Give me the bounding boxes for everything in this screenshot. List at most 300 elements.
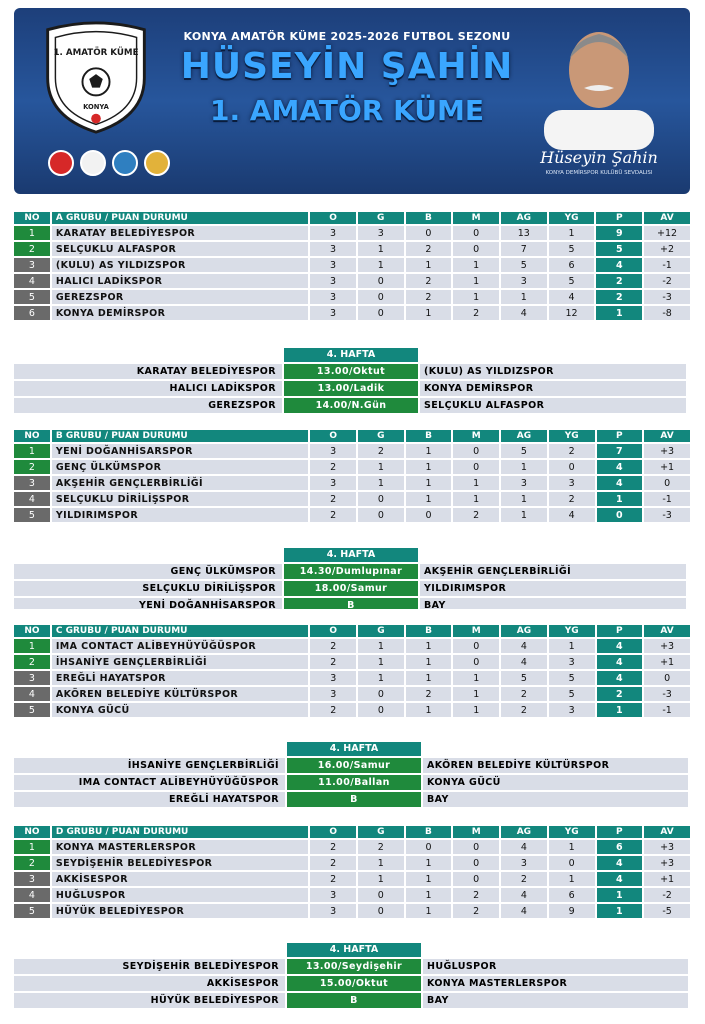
rank: 2 [14, 460, 50, 474]
rank: 1 [14, 444, 50, 458]
played: 3 [310, 476, 356, 490]
lost: 0 [453, 856, 499, 870]
goal-diff: -1 [644, 258, 690, 272]
table-header [14, 212, 690, 224]
group-title: B GRUBU / PUAN DURUMU [52, 430, 308, 442]
lost: 2 [453, 306, 499, 320]
drawn: 1 [406, 888, 452, 902]
won: 1 [358, 258, 404, 272]
home-team: HÜYÜK BELEDİYESPOR [14, 993, 285, 1008]
lost: 1 [453, 290, 499, 304]
played: 3 [310, 444, 356, 458]
drawn: 1 [406, 703, 452, 717]
goals-for: 7 [501, 242, 547, 256]
signature: Hüseyin Şahin [540, 148, 658, 167]
played: 3 [310, 888, 356, 902]
rank: 4 [14, 492, 50, 506]
col-yg: YG [549, 430, 595, 442]
away-team: SELÇUKLU ALFASPOR [420, 398, 686, 413]
col-b: B [406, 430, 452, 442]
tff-logo-icon [48, 150, 74, 176]
goal-diff: -5 [644, 904, 690, 918]
team-name: KONYA GÜCÜ [52, 703, 309, 717]
group-b-table [12, 428, 692, 524]
table-row [14, 687, 690, 701]
team-name: AKŞEHİR GENÇLERBİRLİĞİ [52, 476, 308, 490]
askf-logo-icon [144, 150, 170, 176]
drawn: 0 [406, 508, 452, 522]
won: 1 [358, 242, 404, 256]
points: 6 [597, 840, 643, 854]
played: 2 [310, 492, 356, 506]
home-team: YENİ DOĞANHİSARSPOR [14, 598, 282, 609]
goal-diff: -1 [644, 703, 690, 717]
points: 1 [597, 703, 643, 717]
match-time: B [287, 993, 421, 1008]
goal-diff: -2 [644, 274, 690, 288]
table-row [14, 476, 690, 490]
col-g: G [358, 212, 404, 224]
rank: 5 [14, 904, 50, 918]
table-row [14, 306, 690, 320]
league-title: 1. AMATÖR KÜME [209, 94, 485, 127]
team-name: KONYA DEMİRSPOR [52, 306, 308, 320]
col-av: AV [644, 625, 690, 637]
lost: 0 [453, 840, 499, 854]
goal-diff: +1 [644, 872, 690, 886]
lost: 1 [453, 671, 499, 685]
team-name: IMA CONTACT ALİBEYHÜYÜĞÜSPOR [52, 639, 309, 653]
week-title: 4. HAFTA [284, 348, 418, 362]
week-title: 4. HAFTA [284, 548, 418, 562]
drawn: 1 [406, 904, 452, 918]
points: 0 [597, 508, 643, 522]
table-row [14, 258, 690, 272]
team-name: EREĞLİ HAYATSPOR [52, 671, 309, 685]
municipality-logo-icon [112, 150, 138, 176]
rank: 4 [14, 888, 50, 902]
goals-against: 9 [549, 904, 595, 918]
won: 3 [358, 226, 404, 240]
away-team: KONYA MASTERLERSPOR [423, 976, 688, 991]
drawn: 1 [406, 856, 452, 870]
goals-against: 1 [549, 840, 595, 854]
table-row [14, 290, 690, 304]
team-name: YENİ DOĞANHİSARSPOR [52, 444, 308, 458]
col-p: P [597, 826, 643, 838]
goal-diff: -2 [644, 888, 690, 902]
team-name: KARATAY BELEDİYESPOR [52, 226, 308, 240]
goals-for: 1 [501, 492, 547, 506]
drawn: 2 [406, 290, 452, 304]
goals-against: 4 [549, 290, 595, 304]
lost: 1 [453, 274, 499, 288]
col-b: B [406, 826, 452, 838]
table-header [14, 625, 690, 637]
lost: 2 [453, 888, 499, 902]
col-yg: YG [549, 625, 595, 637]
team-name: (KULU) AS YILDIZSPOR [52, 258, 308, 272]
goals-against: 3 [549, 655, 595, 669]
goals-for: 1 [501, 508, 547, 522]
goals-for: 4 [501, 840, 547, 854]
fixture-row [14, 364, 686, 379]
away-team: AKŞEHİR GENÇLERBİRLİĞİ [420, 564, 686, 579]
away-team: (KULU) AS YILDIZSPOR [420, 364, 686, 379]
goal-diff: -3 [644, 508, 690, 522]
col-m: M [453, 625, 499, 637]
drawn: 1 [406, 258, 452, 272]
away-team: BAY [423, 993, 688, 1008]
goals-for: 4 [501, 888, 547, 902]
table-header [14, 826, 690, 838]
drawn: 2 [406, 687, 452, 701]
col-ag: AG [501, 826, 547, 838]
lost: 0 [453, 460, 499, 474]
goal-diff: +3 [644, 639, 690, 653]
played: 3 [310, 258, 356, 272]
played: 3 [310, 226, 356, 240]
rank: 5 [14, 290, 50, 304]
col-no: NO [14, 625, 50, 637]
rank: 2 [14, 856, 50, 870]
points: 4 [597, 655, 643, 669]
goals-against: 12 [549, 306, 595, 320]
played: 2 [310, 856, 356, 870]
played: 3 [310, 290, 356, 304]
rank: 4 [14, 687, 50, 701]
goals-against: 5 [549, 242, 595, 256]
goal-diff: 0 [644, 671, 690, 685]
points: 2 [597, 687, 643, 701]
points: 1 [597, 904, 643, 918]
points: 1 [597, 888, 643, 902]
match-time: B [284, 598, 418, 609]
rank: 3 [14, 671, 50, 685]
col-m: M [453, 430, 499, 442]
points: 4 [596, 258, 642, 272]
header-banner [14, 8, 690, 194]
goals-against: 4 [549, 508, 595, 522]
won: 0 [358, 508, 404, 522]
played: 2 [310, 655, 356, 669]
logo-text: 1. AMATÖR KÜME [53, 47, 139, 58]
goals-against: 6 [549, 888, 595, 902]
group-a-table [12, 210, 692, 322]
team-name: GEREZSPOR [52, 290, 308, 304]
rank: 5 [14, 508, 50, 522]
drawn: 1 [406, 872, 452, 886]
lost: 0 [453, 655, 499, 669]
rank: 3 [14, 872, 50, 886]
points: 1 [597, 492, 643, 506]
played: 2 [310, 460, 356, 474]
rank: 1 [14, 639, 50, 653]
match-time: 13.00/Seydişehir [287, 959, 421, 974]
home-team: İHSANİYE GENÇLERBİRLİĞİ [14, 758, 285, 773]
rank: 2 [14, 242, 50, 256]
goals-against: 1 [549, 872, 595, 886]
goals-against: 3 [549, 476, 595, 490]
goals-against: 5 [549, 671, 595, 685]
won: 1 [358, 639, 404, 653]
table-row [14, 840, 690, 854]
home-team: KARATAY BELEDİYESPOR [14, 364, 282, 379]
goals-for: 4 [501, 904, 547, 918]
goal-diff: -1 [644, 492, 690, 506]
goal-diff: +2 [644, 242, 690, 256]
team-name: HÜYÜK BELEDİYESPOR [52, 904, 308, 918]
home-team: IMA CONTACT ALİBEYHÜYÜĞÜSPOR [14, 775, 285, 790]
goals-for: 3 [501, 274, 547, 288]
goals-against: 1 [549, 226, 595, 240]
table-row [14, 444, 690, 458]
goals-for: 1 [501, 460, 547, 474]
page-title: HÜSEYİN ŞAHİN [180, 46, 514, 87]
away-team: HUĞLUSPOR [423, 959, 688, 974]
goals-for: 3 [501, 476, 547, 490]
col-p: P [597, 625, 643, 637]
goals-for: 5 [501, 258, 547, 272]
won: 0 [358, 687, 404, 701]
played: 3 [310, 671, 356, 685]
team-name: İHSANİYE GENÇLERBİRLİĞİ [52, 655, 309, 669]
won: 0 [358, 290, 404, 304]
lost: 1 [453, 492, 499, 506]
played: 3 [310, 242, 356, 256]
season-title: KONYA AMATÖR KÜME 2025-2026 FUTBOL SEZONU [183, 30, 511, 43]
drawn: 0 [406, 840, 452, 854]
match-time: 16.00/Samur [287, 758, 421, 773]
table-row [14, 655, 690, 669]
lost: 2 [453, 508, 499, 522]
col-b: B [406, 212, 452, 224]
col-no: NO [14, 430, 50, 442]
goals-against: 5 [549, 687, 595, 701]
rank: 5 [14, 703, 50, 717]
ministry-logo-icon [80, 150, 106, 176]
drawn: 1 [406, 492, 452, 506]
away-team: KONYA DEMİRSPOR [420, 381, 686, 396]
goals-for: 3 [501, 856, 547, 870]
drawn: 1 [406, 460, 452, 474]
won: 1 [358, 671, 404, 685]
goals-for: 2 [501, 687, 547, 701]
drawn: 1 [406, 444, 452, 458]
signature-subtitle: KONYA DEMİRSPOR KULÜBÜ SEVDALISI [545, 170, 653, 176]
goals-against: 2 [549, 444, 595, 458]
goal-diff: +1 [644, 460, 690, 474]
drawn: 2 [406, 242, 452, 256]
won: 2 [358, 444, 404, 458]
col-ag: AG [501, 212, 547, 224]
away-team: KONYA GÜCÜ [423, 775, 688, 790]
played: 2 [310, 508, 356, 522]
away-team: BAY [420, 598, 686, 609]
lost: 0 [453, 242, 499, 256]
col-g: G [358, 430, 404, 442]
match-time: 11.00/Ballan [287, 775, 421, 790]
goals-for: 4 [501, 306, 547, 320]
goals-against: 0 [549, 460, 595, 474]
col-g: G [358, 625, 404, 637]
drawn: 1 [406, 476, 452, 490]
logo-city: KONYA [83, 102, 109, 111]
rank: 3 [14, 258, 50, 272]
table-header [14, 430, 690, 442]
points: 2 [596, 290, 642, 304]
table-row [14, 856, 690, 870]
federation-logos [48, 150, 170, 176]
goals-for: 5 [501, 444, 547, 458]
team-name: SELÇUKLU DİRİLİŞSPOR [52, 492, 308, 506]
goals-for: 2 [501, 703, 547, 717]
fixture-row [14, 381, 686, 396]
team-name: HUĞLUSPOR [52, 888, 308, 902]
points: 9 [596, 226, 642, 240]
goals-against: 3 [549, 703, 595, 717]
won: 1 [358, 460, 404, 474]
lost: 1 [453, 476, 499, 490]
goals-against: 5 [549, 274, 595, 288]
lost: 0 [453, 639, 499, 653]
goals-against: 6 [549, 258, 595, 272]
goal-diff: 0 [644, 476, 690, 490]
lost: 0 [453, 872, 499, 886]
lost: 0 [453, 444, 499, 458]
team-name: SELÇUKLU ALFASPOR [52, 242, 308, 256]
lost: 1 [453, 687, 499, 701]
points: 2 [596, 274, 642, 288]
points: 1 [596, 306, 642, 320]
goal-diff: -8 [644, 306, 690, 320]
goals-against: 0 [549, 856, 595, 870]
col-no: NO [14, 212, 50, 224]
fixture-row [14, 398, 686, 413]
col-o: O [310, 826, 356, 838]
table-row [14, 671, 690, 685]
played: 2 [310, 840, 356, 854]
lost: 0 [453, 226, 499, 240]
played: 2 [310, 639, 356, 653]
col-yg: YG [549, 826, 595, 838]
col-p: P [597, 430, 643, 442]
rank: 3 [14, 476, 50, 490]
won: 0 [358, 274, 404, 288]
table-row [14, 703, 690, 717]
group-title: C GRUBU / PUAN DURUMU [52, 625, 309, 637]
won: 0 [358, 904, 404, 918]
points: 4 [597, 671, 643, 685]
home-team: GEREZSPOR [14, 398, 282, 413]
match-time: 14.30/Dumlupınar [284, 564, 418, 579]
won: 0 [358, 306, 404, 320]
col-av: AV [644, 826, 690, 838]
away-team: AKÖREN BELEDİYE KÜLTÜRSPOR [423, 758, 688, 773]
won: 0 [358, 888, 404, 902]
played: 3 [310, 904, 356, 918]
team-name: AKÖREN BELEDİYE KÜLTÜRSPOR [52, 687, 309, 701]
home-team: EREĞLİ HAYATSPOR [14, 792, 285, 807]
rank: 1 [14, 840, 50, 854]
col-o: O [310, 430, 356, 442]
goals-for: 13 [501, 226, 547, 240]
col-av: AV [644, 430, 690, 442]
goal-diff: -3 [644, 290, 690, 304]
col-m: M [453, 212, 499, 224]
goals-for: 4 [501, 655, 547, 669]
drawn: 0 [406, 226, 452, 240]
goal-diff: +12 [644, 226, 690, 240]
goals-for: 2 [501, 872, 547, 886]
rank: 4 [14, 274, 50, 288]
played: 2 [310, 703, 356, 717]
col-ag: AG [501, 430, 547, 442]
table-row [14, 242, 690, 256]
drawn: 1 [406, 306, 452, 320]
fixture-row [14, 581, 686, 596]
drawn: 1 [406, 671, 452, 685]
won: 1 [358, 872, 404, 886]
team-name: GENÇ ÜLKÜMSPOR [52, 460, 308, 474]
points: 7 [597, 444, 643, 458]
col-b: B [406, 625, 452, 637]
played: 3 [310, 306, 356, 320]
group-d-table [12, 824, 692, 920]
fixture-row [14, 792, 688, 807]
points: 4 [597, 872, 643, 886]
drawn: 2 [406, 274, 452, 288]
team-name: AKKİSESPOR [52, 872, 308, 886]
goals-against: 1 [549, 639, 595, 653]
match-time: B [287, 792, 421, 807]
fixture-row [14, 758, 688, 773]
col-g: G [358, 826, 404, 838]
col-av: AV [644, 212, 690, 224]
goals-for: 5 [501, 671, 547, 685]
match-time: 15.00/Oktut [287, 976, 421, 991]
table-row [14, 274, 690, 288]
table-row [14, 460, 690, 474]
group-title: D GRUBU / PUAN DURUMU [52, 826, 308, 838]
match-time: 18.00/Samur [284, 581, 418, 596]
points: 4 [597, 639, 643, 653]
fixture-row [14, 775, 688, 790]
match-time: 14.00/N.Gün [284, 398, 418, 413]
played: 2 [310, 872, 356, 886]
table-row [14, 492, 690, 506]
points: 4 [597, 856, 643, 870]
table-row [14, 872, 690, 886]
goal-diff: +3 [644, 856, 690, 870]
won: 0 [358, 492, 404, 506]
goal-diff: +1 [644, 655, 690, 669]
drawn: 1 [406, 639, 452, 653]
col-o: O [310, 625, 356, 637]
team-name: YILDIRIMSPOR [52, 508, 308, 522]
lost: 1 [453, 258, 499, 272]
table-row [14, 226, 690, 240]
points: 4 [597, 460, 643, 474]
goals-against: 2 [549, 492, 595, 506]
played: 3 [310, 687, 356, 701]
won: 1 [358, 655, 404, 669]
goal-diff: +3 [644, 444, 690, 458]
rank: 6 [14, 306, 50, 320]
home-team: HALICI LADİKSPOR [14, 381, 282, 396]
lost: 1 [453, 703, 499, 717]
drawn: 1 [406, 655, 452, 669]
